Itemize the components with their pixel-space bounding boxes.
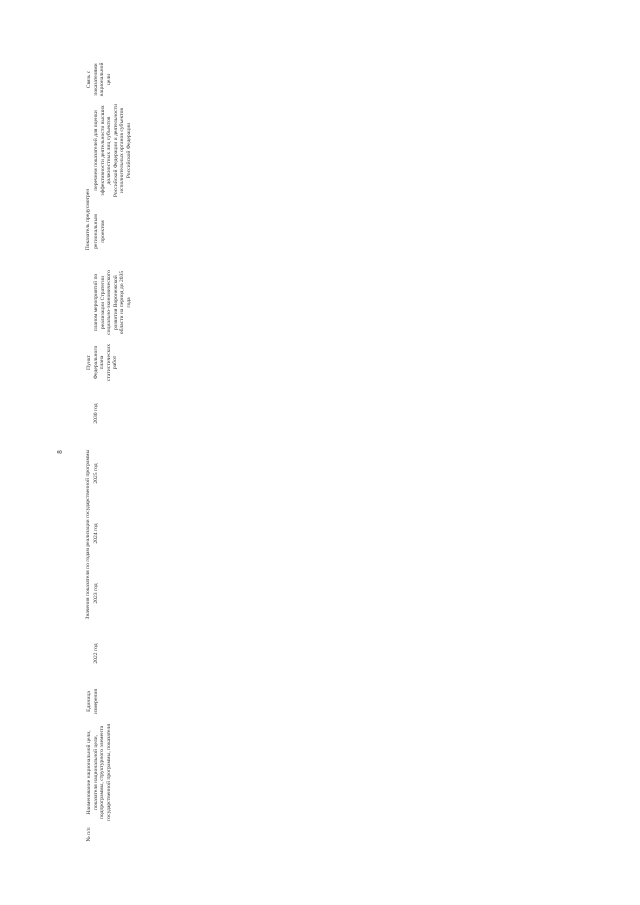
header-regional: региональным проектом bbox=[93, 214, 106, 249]
header-num: № п/п bbox=[86, 827, 92, 842]
header-unit: Единица измерения bbox=[86, 689, 99, 714]
header-link: Связь с показателями национальной цели bbox=[86, 62, 112, 97]
page-number: 8 bbox=[56, 450, 64, 454]
header-fplan: Пункт Федерального плана статистических работ bbox=[86, 343, 119, 382]
header-strategy: планом мероприятий по реализации Стратегии социально-экономического развития Воронежской области на период до 2035 года bbox=[93, 270, 132, 335]
header-name: Наименование национальной цели, показателя национальной цели, подпрограммы, структурного элемента государственной программы, показателя bbox=[86, 724, 112, 821]
header-year-2030: 2030 год bbox=[93, 403, 99, 424]
indicator-table bbox=[83, 60, 233, 845]
header-year-2025: 2025 год bbox=[93, 463, 99, 484]
header-efficiency: перечнем показателей для оценки эффективности деятельности высших должностных лиц субъектов Российской Федерации и деятельности исполнительных органов субъектов Российской Федерации bbox=[93, 103, 132, 198]
header-year-2023: 2023 год bbox=[93, 583, 99, 604]
header-year-2022: 2022 год bbox=[93, 643, 99, 664]
header-values-group: Значения показателя по годам реализации государственной программы bbox=[85, 449, 91, 620]
header-year-2024: 2024 год bbox=[93, 523, 99, 544]
header-indicators-group: Показатель предусмотрен bbox=[85, 188, 91, 251]
